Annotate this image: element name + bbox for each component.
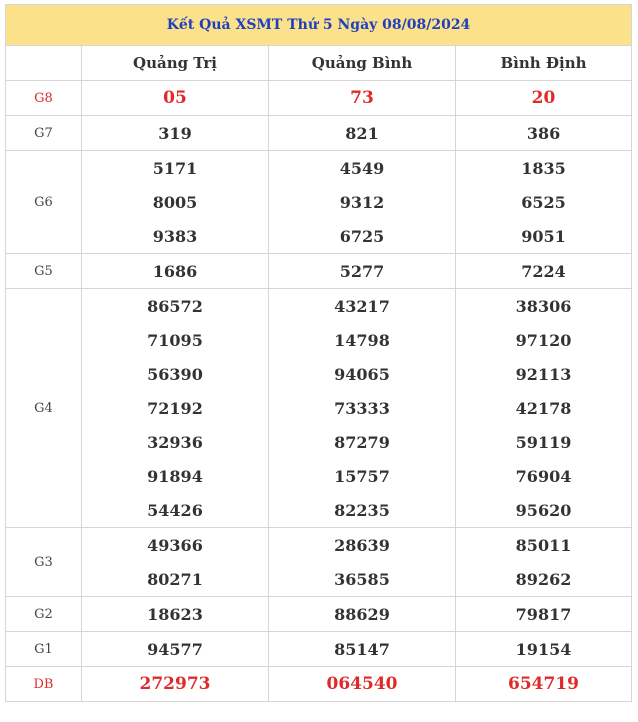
result-number: 9051 <box>456 219 632 254</box>
prize-row-g2 <box>6 597 632 632</box>
prize-label: G5 <box>6 254 82 289</box>
result-number: 1835 <box>456 151 632 186</box>
result-number: 73333 <box>269 391 456 425</box>
prize-row-g4 <box>6 459 632 493</box>
result-number: 95620 <box>456 493 632 528</box>
result-number: 85147 <box>269 632 456 667</box>
result-number: 72192 <box>82 391 269 425</box>
result-number: 6525 <box>456 185 632 219</box>
prize-row-g4 <box>6 289 632 324</box>
result-number: 28639 <box>269 528 456 563</box>
result-number: 42178 <box>456 391 632 425</box>
prize-row-g3 <box>6 528 632 563</box>
province-header-quang-tri: Quảng Trị <box>82 46 269 81</box>
result-number: 20 <box>456 81 632 116</box>
prize-row-g4 <box>6 493 632 528</box>
result-number: 7224 <box>456 254 632 289</box>
result-number: 85011 <box>456 528 632 563</box>
prize-column-header <box>6 46 82 81</box>
result-number: 92113 <box>456 357 632 391</box>
prize-label: G3 <box>6 528 82 597</box>
result-number: 14798 <box>269 323 456 357</box>
result-number: 6725 <box>269 219 456 254</box>
result-number: 88629 <box>269 597 456 632</box>
title-row <box>6 5 632 46</box>
prize-row-g6 <box>6 151 632 186</box>
prize-label: G4 <box>6 289 82 528</box>
result-number: 8005 <box>82 185 269 219</box>
prize-label: G2 <box>6 597 82 632</box>
prize-row-g1 <box>6 632 632 667</box>
prize-row-g6 <box>6 219 632 254</box>
result-number: 36585 <box>269 562 456 597</box>
result-number: 82235 <box>269 493 456 528</box>
prize-label: DB <box>6 667 82 702</box>
result-number: 73 <box>269 81 456 116</box>
result-number: 319 <box>82 116 269 151</box>
result-number: 15757 <box>269 459 456 493</box>
result-number: 56390 <box>82 357 269 391</box>
result-number: 59119 <box>456 425 632 459</box>
prize-label: G8 <box>6 81 82 116</box>
result-number: 272973 <box>82 667 269 702</box>
result-number: 79817 <box>456 597 632 632</box>
results-body <box>6 81 632 702</box>
prize-row-g4 <box>6 323 632 357</box>
prize-row-g3 <box>6 562 632 597</box>
result-number: 4549 <box>269 151 456 186</box>
result-number: 80271 <box>82 562 269 597</box>
result-number: 19154 <box>456 632 632 667</box>
prize-row-g4 <box>6 425 632 459</box>
prize-label: G1 <box>6 632 82 667</box>
result-number: 654719 <box>456 667 632 702</box>
result-number: 91894 <box>82 459 269 493</box>
lottery-results-table <box>5 4 632 702</box>
result-number: 86572 <box>82 289 269 324</box>
result-number: 9383 <box>82 219 269 254</box>
results-container <box>5 4 631 702</box>
result-number: 064540 <box>269 667 456 702</box>
result-number: 05 <box>82 81 269 116</box>
prize-row-g4 <box>6 357 632 391</box>
result-number: 94577 <box>82 632 269 667</box>
result-number: 5277 <box>269 254 456 289</box>
result-number: 94065 <box>269 357 456 391</box>
result-number: 821 <box>269 116 456 151</box>
result-number: 71095 <box>82 323 269 357</box>
result-number: 38306 <box>456 289 632 324</box>
result-number: 5171 <box>82 151 269 186</box>
prize-row-db <box>6 667 632 702</box>
result-number: 9312 <box>269 185 456 219</box>
result-number: 87279 <box>269 425 456 459</box>
result-number: 54426 <box>82 493 269 528</box>
province-header-quang-binh: Quảng Bình <box>269 46 456 81</box>
prize-row-g7 <box>6 116 632 151</box>
result-number: 97120 <box>456 323 632 357</box>
result-number: 89262 <box>456 562 632 597</box>
province-header-row <box>6 46 632 81</box>
result-number: 49366 <box>82 528 269 563</box>
result-number: 43217 <box>269 289 456 324</box>
result-number: 32936 <box>82 425 269 459</box>
prize-row-g8 <box>6 81 632 116</box>
prize-row-g4 <box>6 391 632 425</box>
prize-row-g5 <box>6 254 632 289</box>
province-header-binh-dinh: Bình Định <box>456 46 632 81</box>
result-number: 1686 <box>82 254 269 289</box>
prize-label: G6 <box>6 151 82 254</box>
prize-label: G7 <box>6 116 82 151</box>
prize-row-g6 <box>6 185 632 219</box>
result-number: 386 <box>456 116 632 151</box>
results-title: Kết Quả XSMT Thứ 5 Ngày 08/08/2024 <box>6 5 632 46</box>
result-number: 76904 <box>456 459 632 493</box>
result-number: 18623 <box>82 597 269 632</box>
